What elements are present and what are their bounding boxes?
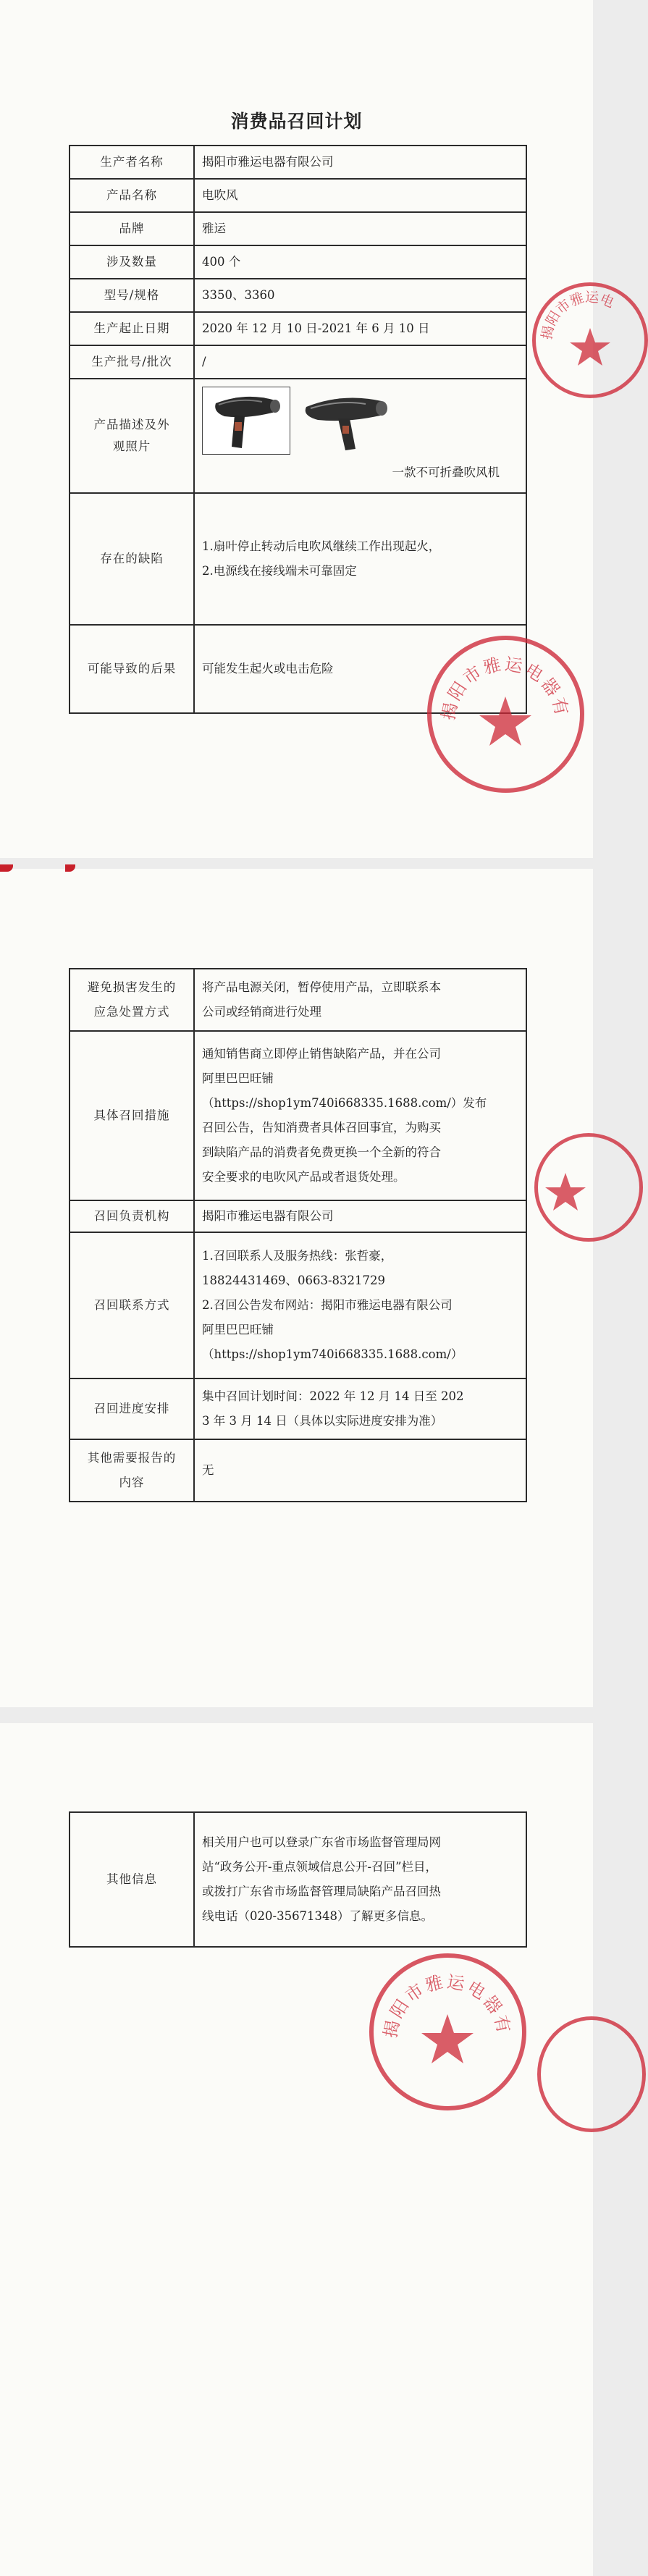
value-line: 线电话（020-35671348）了解更多信息。: [202, 1909, 434, 1923]
row-label: [70, 379, 194, 493]
value-line: 阿里巴巴旺铺: [202, 1323, 274, 1337]
row-value: 电吹风: [194, 179, 526, 212]
row-label: 存在的缺陷: [70, 493, 194, 625]
table-row: [70, 625, 526, 713]
row-label: 产品名称: [70, 179, 194, 212]
value-line: 站“政务公开-重点领域信息公开-召回”栏目，: [202, 1860, 438, 1874]
row-value: [194, 1031, 526, 1200]
table-row: [70, 493, 526, 625]
value-line: 安全要求的电吹风产品或者退货处理。: [202, 1170, 405, 1184]
row-value: 400 个: [194, 245, 526, 279]
row-value: [194, 1232, 526, 1379]
label-line: 避免损害发生的: [87, 980, 177, 994]
seal-edge-mark: [65, 864, 75, 872]
row-label: 品牌: [70, 212, 194, 245]
value-line: 或拨打广东省市场监督管理局缺陷产品召回热: [202, 1885, 441, 1898]
value-line: 相关用户也可以登录广东省市场监督管理局网: [202, 1835, 441, 1849]
value-line: 公司或经销商进行处理: [202, 1005, 321, 1019]
value-line: 到缺陷产品的消费者免费更换一个全新的符合: [202, 1145, 441, 1159]
table-row: [70, 212, 526, 245]
table-row: [70, 312, 526, 345]
table-row: [70, 279, 526, 312]
defect-line: 1.扇叶停止转动后电吹风继续工作出现起火，: [202, 539, 441, 553]
table-row: [70, 179, 526, 212]
value-line: 2.召回公告发布网站：揭阳市雅运电器有限公司: [202, 1298, 453, 1312]
table-row: [70, 1439, 526, 1502]
row-label: [70, 969, 194, 1031]
row-label: 涉及数量: [70, 245, 194, 279]
row-label: 召回负责机构: [70, 1200, 194, 1232]
company-seal-partial: [534, 1133, 643, 1242]
photo-caption: 一款不可折叠吹风机: [392, 466, 500, 479]
photo-cell: [194, 379, 526, 493]
value-line: （https://shop1ym740i668335.1688.com/）发布: [202, 1096, 487, 1110]
defect-line: 2.电源线在接线端未可靠固定: [202, 564, 357, 578]
row-label: 其他信息: [70, 1812, 194, 1947]
table-row: [70, 146, 526, 179]
recall-table-part-3: [69, 1811, 527, 1948]
photo-label: 产品描述及外观照片: [93, 418, 170, 453]
value-line: 集中召回计划时间：2022 年 12 月 14 日至 202: [202, 1389, 464, 1403]
row-value: [194, 493, 526, 625]
recall-table-part-1: [69, 145, 527, 714]
value-line: 18824431469、0663-8321729: [202, 1274, 386, 1287]
row-label: 型号/规格: [70, 279, 194, 312]
row-label: 可能导致的后果: [70, 625, 194, 713]
table-row: [70, 1031, 526, 1200]
hair-dryer-photo-2: [296, 388, 394, 453]
row-value: 无: [194, 1439, 526, 1502]
row-label: 生产者名称: [70, 146, 194, 179]
table-row: [70, 245, 526, 279]
row-label: 召回进度安排: [70, 1379, 194, 1439]
recall-table-part-2: [69, 968, 527, 1502]
row-label: [70, 1439, 194, 1502]
table-row: [70, 379, 526, 493]
row-label: 生产起止日期: [70, 312, 194, 345]
row-value: 雅运: [194, 212, 526, 245]
value-line: 召回公告，告知消费者具体召回事宜，为购买: [202, 1121, 441, 1135]
label-line: 内容: [119, 1476, 145, 1489]
row-label: 具体召回措施: [70, 1031, 194, 1200]
table-row: [70, 345, 526, 379]
value-line: 3 年 3 月 14 日（具体以实际进度安排为准）: [202, 1414, 443, 1428]
company-seal-partial: [532, 282, 648, 398]
value-line: 将产品电源关闭，暂停使用产品，立即联系本: [202, 980, 441, 994]
row-value: 2020 年 12 月 10 日-2021 年 6 月 10 日: [194, 312, 526, 345]
company-seal-partial: [537, 2016, 646, 2132]
company-seal: [369, 1953, 526, 2110]
label-line: 应急处置方式: [93, 1005, 170, 1019]
row-value: 3350、3360: [194, 279, 526, 312]
hair-dryer-photo-1: [202, 387, 290, 455]
row-value: /: [194, 345, 526, 379]
svg-text:揭阳市雅运电: 揭阳市雅运电: [539, 289, 617, 341]
row-value: [194, 969, 526, 1031]
row-value: [194, 1379, 526, 1439]
row-value: [194, 1812, 526, 1947]
document-title: 消费品召回计划: [230, 111, 363, 132]
row-label: 生产批号/批次: [70, 345, 194, 379]
row-label: 召回联系方式: [70, 1232, 194, 1379]
value-line: 1.召回联系人及服务热线：张哲豪，: [202, 1249, 393, 1263]
table-row: [70, 969, 526, 1031]
label-line: 其他需要报告的: [87, 1451, 177, 1465]
row-value: 可能发生起火或电击危险: [194, 625, 526, 713]
seal-edge-mark: [0, 864, 13, 872]
value-line: 通知销售商立即停止销售缺陷产品，并在公司: [202, 1047, 441, 1061]
svg-text:揭阳市雅运电器有限公司: 揭阳市雅运电器有: [380, 1971, 515, 2040]
table-row: [70, 1232, 526, 1379]
page-3: [0, 1723, 593, 2576]
svg-text:揭阳市雅运电器有限公司: 揭阳市雅运电器有: [438, 654, 573, 722]
table-row: [70, 1200, 526, 1232]
value-line: （https://shop1ym740i668335.1688.com/）: [202, 1347, 463, 1361]
table-row: [70, 1379, 526, 1439]
page-2: [0, 869, 593, 1707]
page-1: [0, 0, 617, 858]
row-value: 揭阳市雅运电器有限公司: [194, 1200, 526, 1232]
row-value: 揭阳市雅运电器有限公司: [194, 146, 526, 179]
value-line: 阿里巴巴旺铺: [202, 1072, 274, 1085]
table-row: [70, 1812, 526, 1947]
